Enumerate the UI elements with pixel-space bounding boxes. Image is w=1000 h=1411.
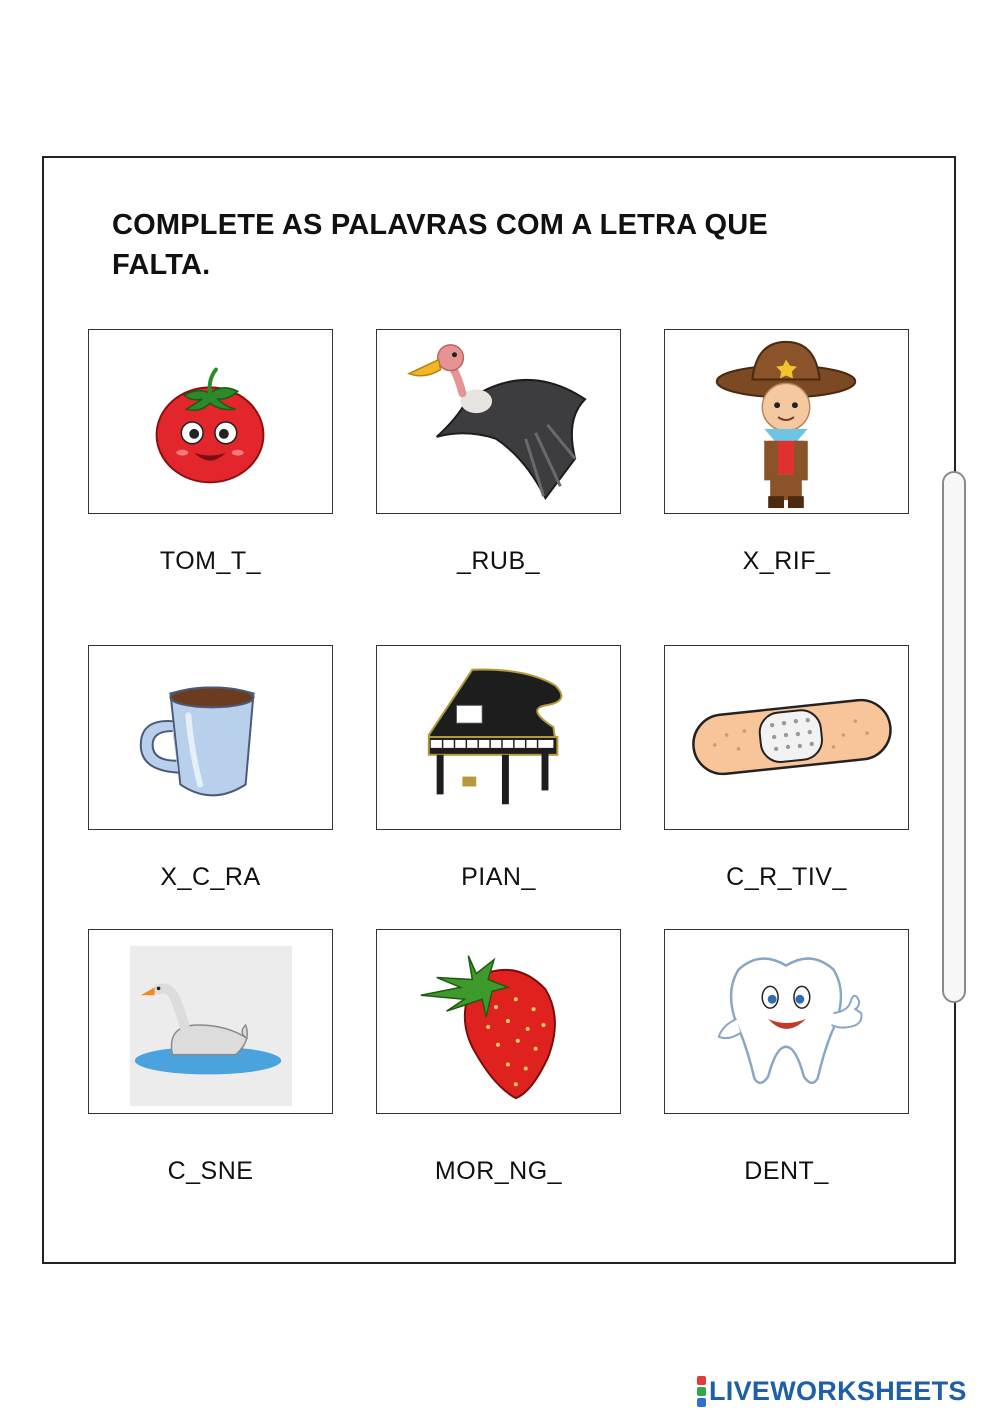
- word-7: C_SNE: [167, 1157, 254, 1185]
- picture-card-tomato: [88, 329, 333, 514]
- word-8: MOR_NG_: [434, 1157, 563, 1185]
- bandage-icon: [665, 646, 908, 829]
- logo-mark-icon: [697, 1375, 706, 1408]
- instruction-title: COMPLETE AS PALAVRAS COM A LETRA QUE FALTA.: [112, 209, 768, 281]
- picture-card-bandage: [664, 645, 909, 830]
- swan-icon: [89, 930, 332, 1113]
- picture-card-cup: [88, 645, 333, 830]
- cup-icon: [89, 646, 332, 829]
- word-2: _RUB_: [456, 547, 541, 575]
- picture-card-swan: [88, 929, 333, 1114]
- picture-card-piano: [376, 645, 621, 830]
- strawberry-icon: [377, 930, 620, 1113]
- word-9: DENT_: [744, 1157, 829, 1185]
- picture-card-tooth: [664, 929, 909, 1114]
- tomato-icon: [89, 330, 332, 513]
- word-5: PIAN_: [461, 863, 536, 891]
- picture-card-cowboy: [664, 329, 909, 514]
- liveworksheets-logo[interactable]: [697, 1373, 967, 1409]
- cowboy-icon: [665, 330, 908, 513]
- picture-card-vulture: [376, 329, 621, 514]
- brand-name: LIVEWORKSHEETS: [709, 1375, 967, 1406]
- word-1: TOM_T_: [159, 547, 262, 575]
- word-4: X_C_RA: [160, 863, 261, 891]
- piano-icon: [377, 646, 620, 829]
- vulture-icon: [377, 330, 620, 513]
- vertical-scrollbar[interactable]: [942, 471, 966, 1003]
- word-3: X_RIF_: [742, 547, 831, 575]
- tooth-icon: [665, 930, 908, 1113]
- word-6: C_R_TIV_: [726, 863, 847, 891]
- picture-card-strawberry: [376, 929, 621, 1114]
